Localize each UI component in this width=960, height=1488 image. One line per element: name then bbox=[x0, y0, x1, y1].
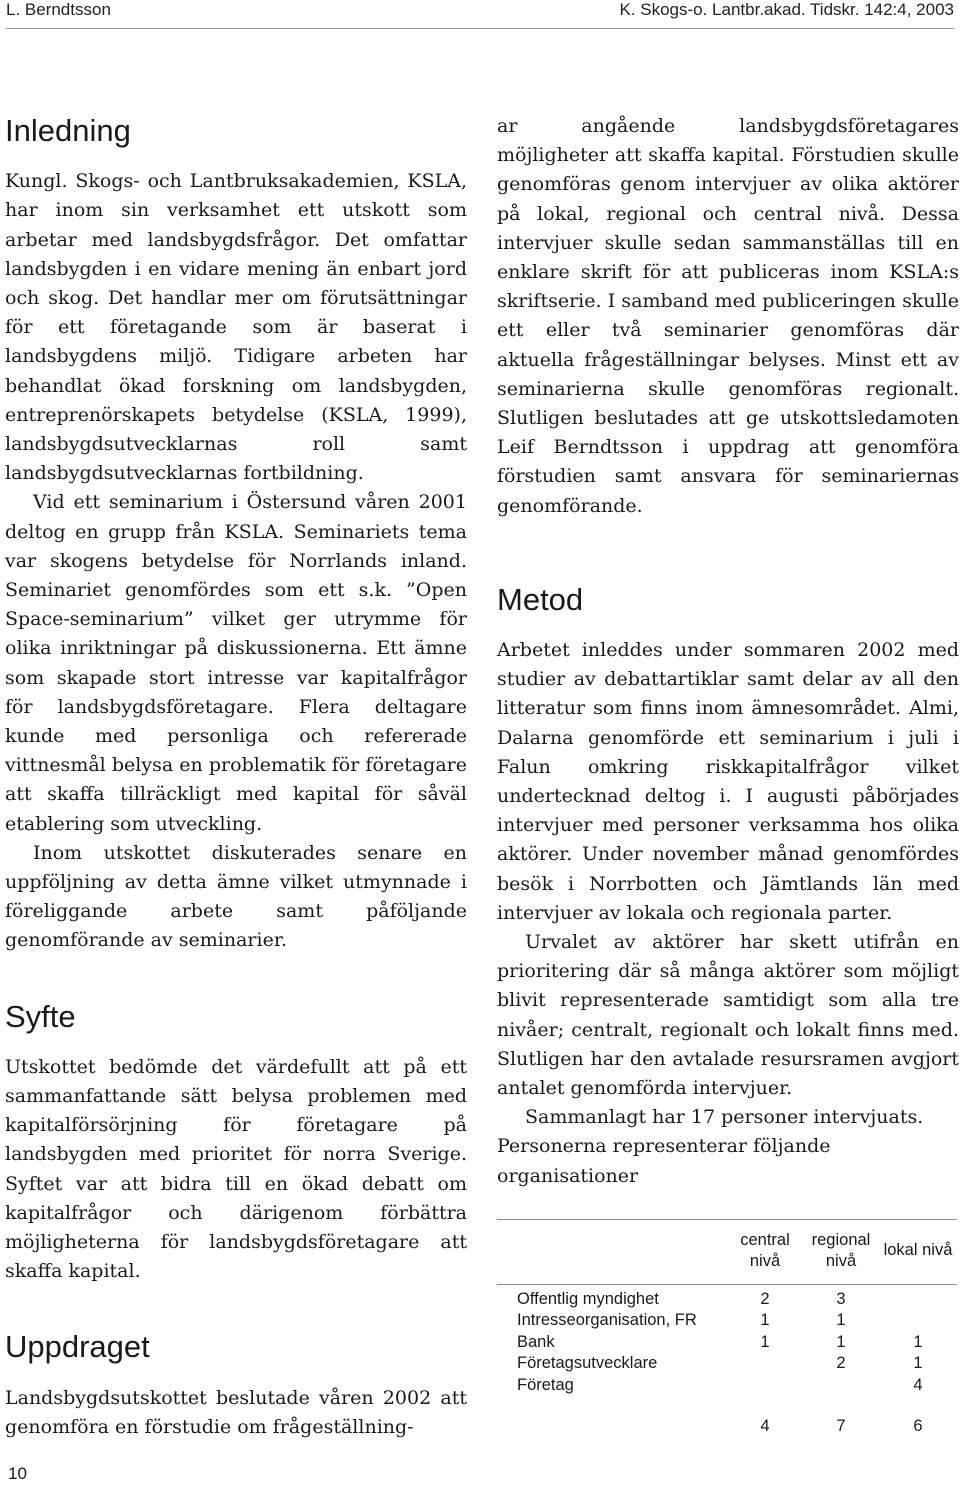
heading-metod: Metod bbox=[497, 581, 584, 617]
header-regional: regional nivå bbox=[811, 1230, 871, 1270]
left-column bbox=[5, 112, 467, 1442]
total-regional: 7 bbox=[836, 1417, 846, 1436]
header-central: central nivå bbox=[740, 1230, 790, 1270]
table-row: Offentlig myndighet 2 3 bbox=[497, 1284, 957, 1310]
inledning-paragraph-1: Kungl. Skogs- och Lantbruksakademien, KSLA, har inom sin verksamhet ett utskott som arbetar med landsbygdsfrågor. Det omfattar landsbygden i en vidare mening än enbart jord och skog. Det handlar mer om förutsättningar för ett företagande som är baserat i landsbygdens miljö. Tidigare arbeten har behandlat ökad forskning om landsbygden, entreprenörskapets betydelse (KSLA, 1999), landsbygdsutvecklarnas roll samt landsbygdsutvecklarnas fortbildning. bbox=[5, 170, 467, 485]
uppdraget-continuation: ar angående landsbygdsföretagares möjligheter att skaffa kapital. Förstudien skulle genomföras genom intervjuer av olika aktörer på lokal, regional och central nivå. Dessa intervjuer skulle sedan sammanställas till en enklare skrift för att publiceras inom KSLA:s skriftserie. I samband med publiceringen skulle ett eller två seminarier genomföras där aktuella frågeställningar belyses. Minst ett av seminarierna skulle genomföras regionalt. Slutligen beslutades att ge utskottsledamoten Leif Berndtsson i uppdrag att genomföra förstudien samt ansvara för seminariernas genomförande. bbox=[497, 115, 959, 517]
table-row: Företagsutvecklare 2 1 bbox=[517, 1354, 923, 1373]
table-top-rule bbox=[497, 1219, 957, 1220]
syfte-paragraph: Utskottet bedömde det värdefullt att på ett sammanfattande sätt belysa problemen med kapitalförsörjning för företagare på landsbygden med prioritet för norra Sverige. Syftet var att bidra till en ökad debatt om kapitalfrågor och därigenom förbättra möjligheterna för landsbygdsföretagare att skaffa kapital. bbox=[5, 1055, 467, 1283]
organisation-table bbox=[497, 1219, 957, 1438]
metod-paragraph-3: Sammanlagt har 17 personer intervjuats. Personerna representerar följande organisationer bbox=[497, 1106, 924, 1187]
heading-inledning: Inledning bbox=[5, 113, 131, 148]
header-lokal: lokal nivå bbox=[883, 1241, 953, 1260]
table-row: Intresseorganisation, FR 1 1 bbox=[517, 1311, 846, 1330]
table-row: Företag 4 bbox=[517, 1375, 923, 1394]
inledning-paragraph-2: Vid ett seminarium i Östersund våren 2001 deltog en grupp från KSLA. Seminariets tema var skogens betydelse för Norrlands inland. Seminariet genomfördes som ett s.k. ”Open Space-seminarium” vilket ger utrymme för olika inriktningar på diskussionerna. Ett ämne som skapade stort intresse var kapitalfrågor för landsbygdsföretagare. Flera deltagare kunde med personliga och refererade vittnesmål belysa en problematik för företagare att skaffa tillräckligt med kapital för såväl etablering som utveckling. bbox=[5, 491, 467, 835]
metod-paragraph-1: Arbetet inleddes under sommaren 2002 med studier av debattartiklar samt delar av all den litteratur som finns inom ämnesområdet. Almi, Dalarna genomförde ett seminarium i juli i Falun omkring riskkapitalfrågor vilket undertecknad deltog i. I augusti påbörjades intervjuer med personer verksamma hos olika aktörer. Under november månad genomfördes besök i Norrbotten och Jämtlands län med intervjuer av lokala och regionala parter. bbox=[497, 639, 959, 924]
heading-uppdraget: Uppdraget bbox=[5, 1329, 150, 1365]
heading-syfte: Syfte bbox=[5, 998, 76, 1034]
running-header bbox=[6, 0, 954, 26]
page-number: 10 bbox=[8, 1464, 27, 1483]
header-author: L. Berndtsson bbox=[6, 0, 111, 19]
inledning-paragraph-3: Inom utskottet diskuterades senare en uppföljning av detta ämne vilket utmynnade i föreliggande arbete samt påföljande genomförande av seminarier. bbox=[5, 841, 467, 952]
header-journal: K. Skogs-o. Lantbr.akad. Tidskr. 142:4, 2003 bbox=[619, 0, 954, 19]
right-column bbox=[497, 112, 959, 1438]
metod-paragraph-2: Urvalet av aktörer har skett utifrån en prioritering där så många aktörer som möjligt blivit representerade samtidigt som alla tre nivåer; centralt, regionalt och lokalt finns med. Slutligen har den avtalade resursramen avgjort antalet genomförda intervjuer. bbox=[497, 931, 959, 1100]
total-central: 4 bbox=[760, 1417, 770, 1436]
uppdraget-paragraph: Landsbygdsutskottet beslutade våren 2002 att genomföra en förstudie om frågeställning- bbox=[5, 1386, 467, 1438]
table-totals-row bbox=[497, 1416, 957, 1438]
total-lokal: 6 bbox=[913, 1417, 923, 1436]
table-row: Bank 1 1 1 bbox=[517, 1332, 923, 1351]
header-rule bbox=[6, 28, 954, 29]
